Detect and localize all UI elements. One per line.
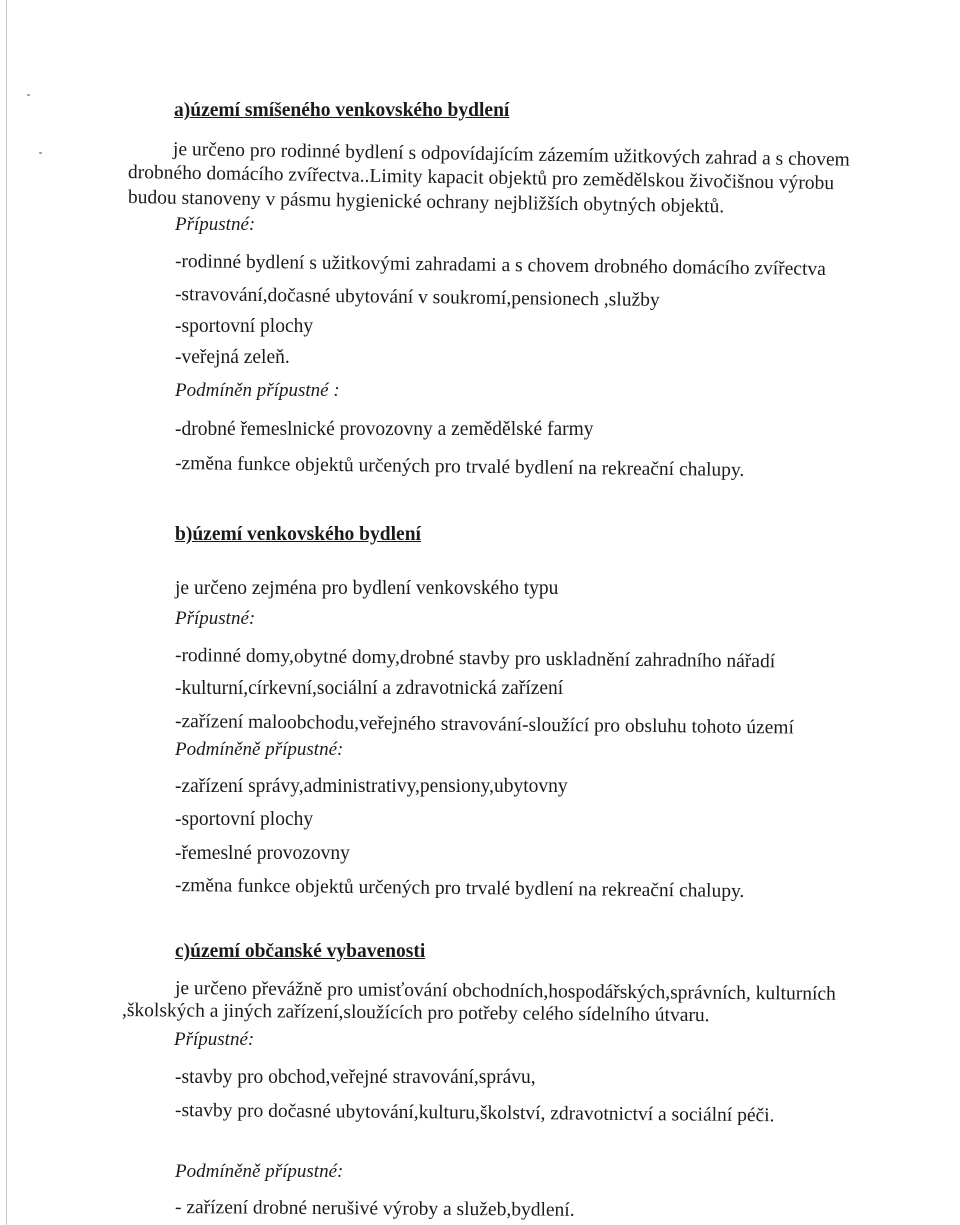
conditional-label: Podmíněně přípustné: [175, 739, 344, 760]
allowed-item: -rodinné bydlení s užitkovými zahradami a s chovem drobného domácího zvířectva [174, 251, 826, 280]
intro-line: ,školských a jiných zařízení,sloužících pro potřeby celého sídelního útvaru. [121, 1000, 710, 1027]
conditional-label: Podmíněn přípustné : [175, 380, 340, 401]
conditional-item: -řemeslné provozovny [175, 843, 350, 864]
allowed-label: Přípustné: [174, 1029, 255, 1050]
intro-line: je určeno zejména pro bydlení venkovského typu [175, 578, 559, 599]
allowed-item: -kulturní,církevní,sociální a zdravotnická zařízení [175, 678, 564, 699]
allowed-label: Přípustné: [175, 608, 256, 629]
allowed-item: -stravování,dočasné ubytování v soukromí,pensionech ,služby [174, 284, 660, 311]
section-heading: a)území smíšeného venkovského bydlení [174, 100, 510, 121]
conditional-item: -drobné řemeslnické provozovny a zemědělské farmy [175, 419, 594, 440]
intro-line: je určeno převážně pro umisťování obchodních,hospodářských,správních, kulturních [174, 978, 836, 1005]
intro-line: je určeno pro rodinné bydlení s odpovídajícím zázemím užitkových zahrad a s chovem [172, 139, 850, 171]
intro-line: budou stanoveny v pásmu hygienické ochrany nejbližších obytných objektů. [127, 187, 725, 218]
section-heading: c)území občanské vybavenosti [175, 941, 426, 962]
conditional-item: - zařízení drobné nerušivé výroby a služeb,bydlení. [174, 1197, 575, 1221]
scan-margin-line [6, 0, 7, 1225]
section-heading: b)území venkovského bydlení [175, 524, 421, 545]
allowed-item: -stavby pro dočasné ubytování,kulturu,školství, zdravotnictví a sociální péči. [174, 1100, 775, 1127]
allowed-item: -rodinné domy,obytné domy,drobné stavby pro uskladnění zahradního nářadí [174, 645, 776, 673]
allowed-label: Přípustné: [175, 214, 256, 235]
allowed-item: -sportovní plochy [175, 316, 314, 337]
conditional-item: -změna funkce objektů určených pro trvalé bydlení na rekreační chalupy. [174, 875, 745, 902]
conditional-item: -zařízení správy,administrativy,pensiony,ubytovny [175, 776, 568, 797]
intro-line: drobného domácího zvířectva..Limity kapacit objektů pro zemědělskou živočišnou výrobu [127, 162, 835, 195]
allowed-item: -stavby pro obchod,veřejné stravování,správu, [175, 1067, 536, 1088]
scan-speck [39, 152, 42, 154]
conditional-item: -změna funkce objektů určených pro trvalé bydlení na rekreační chalupy. [174, 453, 745, 481]
allowed-item: -zařízení maloobchodu,veřejného stravování-sloužící pro obsluhu tohoto území [174, 711, 795, 739]
allowed-item: -veřejná zeleň. [175, 347, 290, 368]
conditional-item: -sportovní plochy [175, 809, 314, 830]
conditional-label: Podmíněně přípustné: [175, 1161, 344, 1182]
scan-speck [27, 94, 30, 96]
